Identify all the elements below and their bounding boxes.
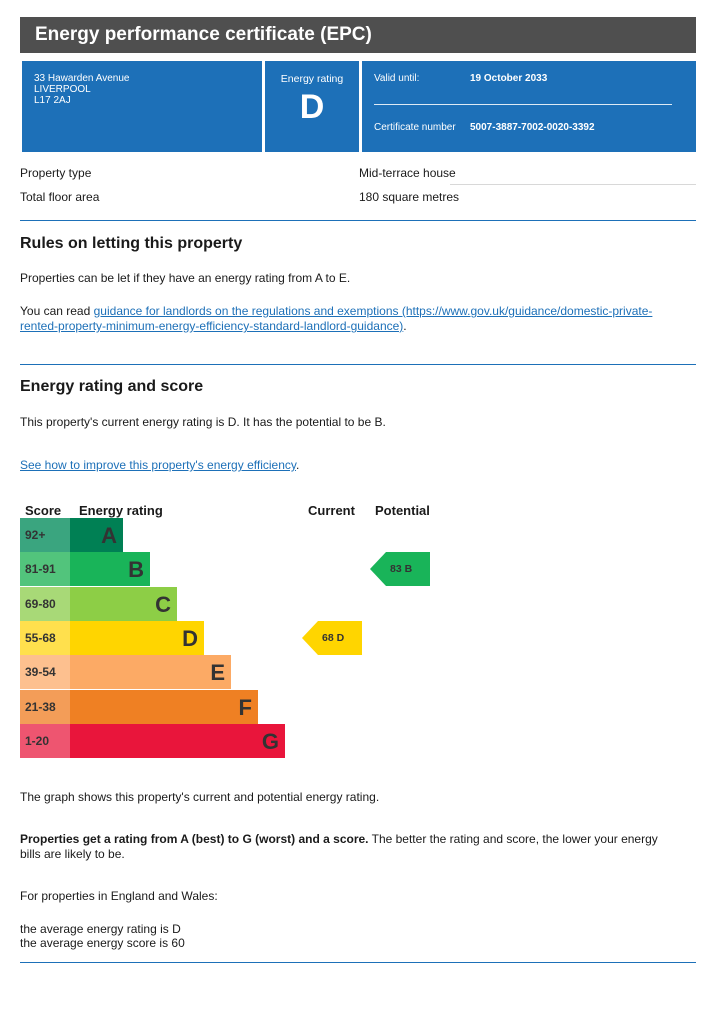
floor-area-label: Total floor area: [20, 190, 100, 204]
letting-paragraph: Properties can be let if they have an energy rating from A to E.: [20, 271, 351, 285]
average-rating: the average energy rating is D: [20, 922, 181, 936]
band-score-range: 1-20: [20, 724, 70, 758]
guidance-suffix: .: [403, 319, 407, 333]
average-score: the average energy score is 60: [20, 936, 185, 950]
band-bar-d: [70, 621, 204, 655]
band-score-range: 21-38: [20, 690, 70, 724]
band-letter: C: [155, 591, 171, 617]
band-score-range: 55-68: [20, 621, 70, 655]
property-type-label: Property type: [20, 166, 92, 180]
guidance-link[interactable]: guidance for landlords on the regulations and exemptions (https://www.gov.uk/guidance/domestic-private- rented-property-minimum-energy-efficiency-standard-landlord-guidance): [20, 304, 653, 333]
band-bar-g: [70, 724, 285, 758]
improve-suffix: .: [295, 458, 300, 472]
band-bar-c: [70, 587, 177, 621]
band-score-range: 81-91: [20, 552, 70, 586]
energy-rating-value: D: [299, 88, 325, 126]
section-divider: [20, 962, 696, 963]
band-score-range: 92+: [20, 518, 70, 552]
rating-heading: Energy rating and score: [20, 378, 204, 395]
rating-explanation-bold: Properties get a rating from A (best) to G (worst) and a score.: [20, 832, 369, 846]
page-title: Energy performance certificate (EPC): [20, 17, 696, 53]
certificate-number-value: 5007-3887-7002-0020-3392: [470, 122, 595, 133]
band-letter: A: [101, 523, 117, 548]
band-bar-a: [70, 518, 123, 552]
chart-header-potential: Potential: [375, 503, 430, 518]
rating-paragraph: This property's current energy rating is D. It has the potential to be B.: [20, 415, 386, 429]
band-score-range: 69-80: [20, 587, 70, 621]
chart-header-current: Current: [308, 503, 355, 518]
band-letter: G: [261, 728, 279, 754]
improve-link[interactable]: See how to improve this property's energy efficiency: [20, 458, 296, 472]
guidance-prefix: You can read: [20, 304, 94, 318]
band-letter: B: [128, 557, 144, 583]
band-bar-e: [70, 655, 231, 689]
certificate-number-label: Certificate number: [374, 122, 456, 133]
address-line: LIVERPOOL: [34, 84, 91, 95]
rating-explanation-text-2: bills are likely to be.: [20, 847, 125, 861]
current-rating-arrow: [302, 621, 362, 655]
england-wales-note: For properties in England and Wales:: [20, 889, 218, 903]
floor-area-value: 180 square metres: [359, 190, 460, 204]
valid-until-value: 19 October 2033: [470, 73, 548, 84]
property-type-value: Mid-terrace house: [359, 166, 456, 180]
address-line: 33 Hawarden Avenue: [34, 73, 130, 84]
band-letter: E: [210, 660, 225, 686]
band-score-range: 39-54: [20, 655, 70, 689]
band-letter: D: [182, 625, 198, 651]
rating-explanation-text: The better the rating and score, the lower your energy: [368, 832, 658, 846]
graph-note: The graph shows this property's current and potential energy rating.: [20, 790, 380, 804]
rating-explanation: [20, 832, 710, 862]
potential-rating-arrow-label: 83 B: [390, 563, 413, 576]
band-bar-f: [70, 690, 258, 724]
energy-rating-label: Energy rating: [280, 73, 344, 85]
chart-header-score: Score: [25, 503, 62, 518]
address-line: L17 2AJ: [34, 95, 71, 106]
band-bar-b: [70, 552, 150, 586]
potential-rating-arrow: [370, 552, 430, 586]
letting-heading: Rules on letting this property: [20, 235, 243, 252]
band-letter: F: [238, 694, 252, 720]
valid-until-label: Valid until:: [374, 73, 420, 84]
chart-header-rating: Energy rating: [79, 503, 163, 518]
current-rating-arrow-label: 68 D: [322, 631, 345, 644]
